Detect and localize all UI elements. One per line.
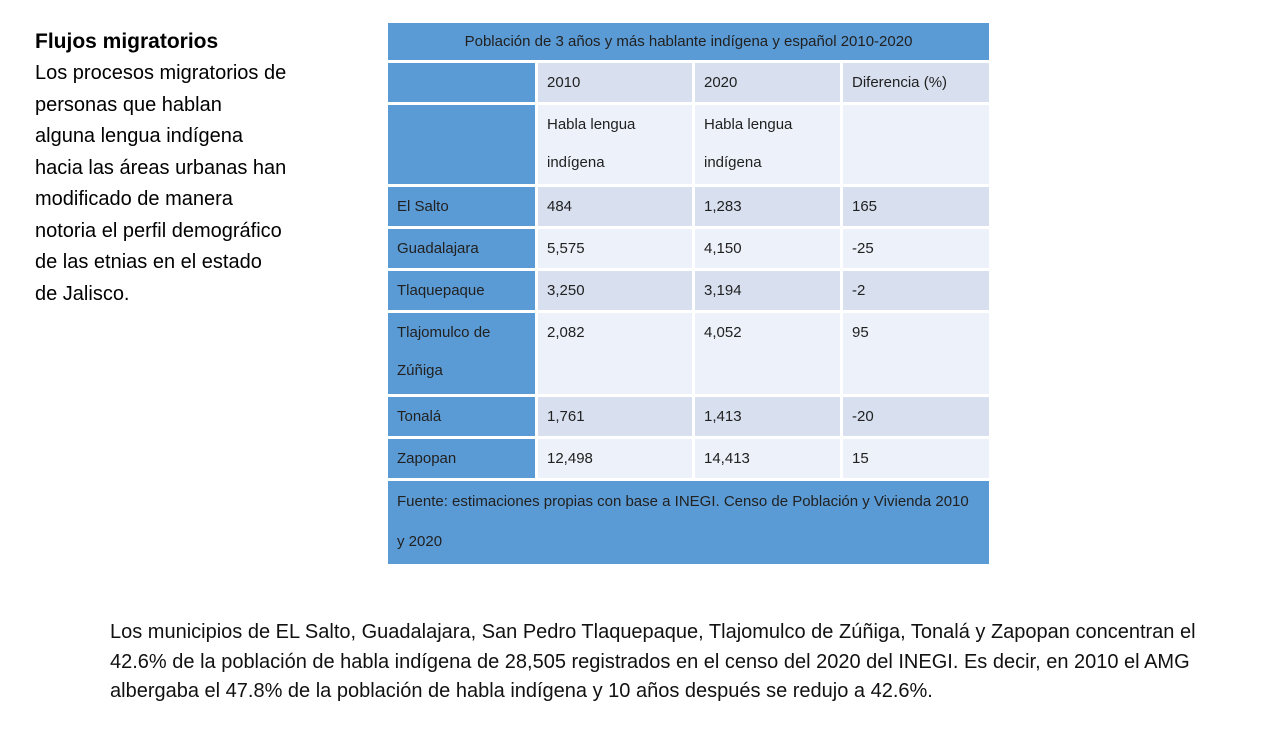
table-row	[387, 312, 991, 396]
subheader-empty	[842, 104, 991, 186]
section-paragraph: Los procesos migratorios de personas que hablan alguna lengua indígena hacia las áreas urbanas han modificado de manera notoria el perfil demográfico de las etnias en el estado de Jalisco.	[35, 62, 287, 305]
table-container	[385, 20, 992, 567]
col-header-2010: 2010	[537, 62, 694, 104]
table-title: Población de 3 años y más hablante indígena y español 2010-2020	[387, 22, 991, 62]
row-header-municipality: Guadalajara	[387, 228, 537, 270]
col-header-2020: 2020	[694, 62, 842, 104]
table-subheader-row	[387, 104, 991, 186]
cell-value: -20	[842, 396, 991, 438]
summary-paragraph: Los municipios de EL Salto, Guadalajara, San Pedro Tlaquepaque, Tlajomulco de Zúñiga, Tonalá y Zapopan concentran el 42.6% de la población de habla indígena de 28,505 registrados en el censo del 2020 del INEGI. Es decir, en 2010 el AMG albergaba el 47.8% de la población de habla indígena y 10 años después se redujo a 42.6%.	[110, 621, 1196, 702]
table-title-row	[387, 22, 991, 62]
table-header-row	[387, 62, 991, 104]
corner-cell	[387, 104, 537, 186]
row-header-municipality: Tlaquepaque	[387, 270, 537, 312]
row-header-municipality: Zapopan	[387, 438, 537, 480]
cell-value: 3,250	[537, 270, 694, 312]
cell-value: 165	[842, 186, 991, 228]
cell-value: 1,283	[694, 186, 842, 228]
subheader-2020: Habla lengua indígena	[694, 104, 842, 186]
subheader-2010: Habla lengua indígena	[537, 104, 694, 186]
table-row	[387, 270, 991, 312]
population-table	[385, 20, 992, 567]
col-header-diferencia: Diferencia (%)	[842, 62, 991, 104]
cell-value: 12,498	[537, 438, 694, 480]
cell-value: 1,761	[537, 396, 694, 438]
cell-value: -2	[842, 270, 991, 312]
cell-value: 15	[842, 438, 991, 480]
table-source-row	[387, 480, 991, 566]
cell-value: 4,052	[694, 312, 842, 396]
table-row	[387, 186, 991, 228]
table-row	[387, 396, 991, 438]
cell-value: 4,150	[694, 228, 842, 270]
cell-value: -25	[842, 228, 991, 270]
row-header-municipality: El Salto	[387, 186, 537, 228]
corner-cell	[387, 62, 537, 104]
cell-value: 5,575	[537, 228, 694, 270]
cell-value: 1,413	[694, 396, 842, 438]
table-row	[387, 228, 991, 270]
table-source-note: Fuente: estimaciones propias con base a INEGI. Censo de Población y Vivienda 2010 y 2020	[387, 480, 991, 566]
table-row	[387, 438, 991, 480]
row-header-municipality: Tonalá	[387, 396, 537, 438]
cell-value: 95	[842, 312, 991, 396]
cell-value: 2,082	[537, 312, 694, 396]
section-heading: Flujos migratorios	[35, 30, 219, 53]
row-header-municipality: Tlajomulco de Zúñiga	[387, 312, 537, 396]
cell-value: 14,413	[694, 438, 842, 480]
cell-value: 484	[537, 186, 694, 228]
intro-text-block	[35, 26, 287, 310]
cell-value: 3,194	[694, 270, 842, 312]
